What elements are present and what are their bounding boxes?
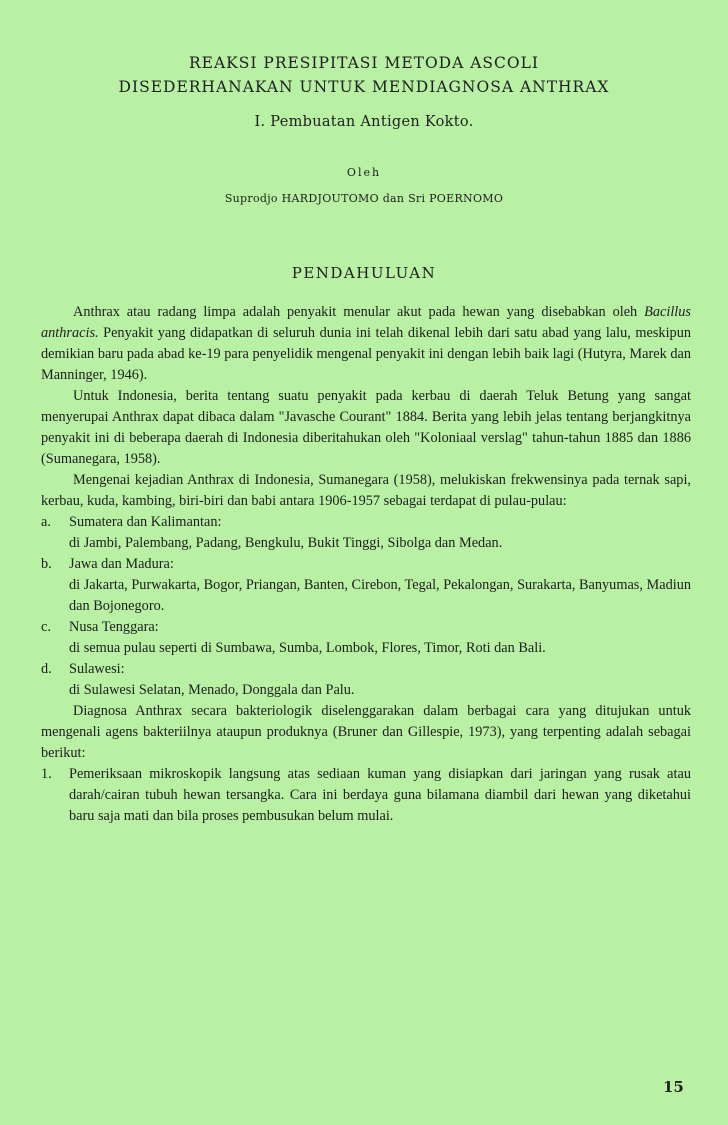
list-marker: a. <box>41 514 51 530</box>
region-item <box>41 512 691 554</box>
paragraph-3: Mengenai kejadian Anthrax di Indonesia, Sumanegara (1958), melukiskan frekwensinya pada ternak sapi, kerbau, kuda, kambing, biri-biri dan babi antara 1906-1957 sebagai terdapat di pulau-pulau: <box>41 472 691 509</box>
region-item <box>41 617 691 659</box>
byline-oleh: Oleh <box>346 166 382 179</box>
method-text: Pemeriksaan mikroskopik langsung atas sediaan kuman yang disiapkan dari jaringan yang rusak atau darah/cairan tubuh hewan tersangka. Cara ini berdaya guna bilamana diambil dari hewan yang diketahui baru saja mati dan bila proses pembusukan belum mulai. <box>69 766 691 824</box>
paragraph-4: Diagnosa Anthrax secara bakteriologik diselenggarakan dalam berbagai cara yang ditujukan untuk mengenali agens bakteriilnya ataupun produknya (Bruner dan Gillespie, 1973), yang terpenting adalah sebagai berikut: <box>41 703 691 761</box>
region-places: di Sulawesi Selatan, Menado, Donggala dan Palu. <box>69 682 355 698</box>
region-places: di semua pulau seperti di Sumbawa, Sumba, Lombok, Flores, Timor, Roti dan Bali. <box>69 640 546 656</box>
article-title-line-1: REAKSI PRESIPITASI METODA ASCOLI <box>188 54 540 72</box>
paragraph-1-text-a: Anthrax atau radang limpa adalah penyakit menular akut pada hewan yang disebabkan oleh <box>73 304 645 320</box>
list-marker: b. <box>41 556 52 572</box>
species-name: Bacillus anthracis. <box>41 304 691 341</box>
byline-authors: Suprodjo HARDJOUTOMO dan Sri POERNOMO <box>224 192 504 205</box>
region-name: Sulawesi: <box>69 661 125 677</box>
section-heading: PENDAHULUAN <box>291 264 437 282</box>
article-subtitle: I. Pembuatan Antigen Kokto. <box>254 114 474 130</box>
body-text <box>41 302 691 827</box>
region-name: Nusa Tenggara: <box>69 619 159 635</box>
region-name: Sumatera dan Kalimantan: <box>69 514 222 530</box>
region-item <box>41 659 691 701</box>
paragraph-1 <box>41 302 691 386</box>
region-item <box>41 554 691 617</box>
region-name: Jawa dan Madura: <box>69 556 174 572</box>
region-places: di Jakarta, Purwakarta, Bogor, Priangan, Banten, Cirebon, Tegal, Pekalongan, Surakarta, Banyumas, Madiun dan Bojonegoro. <box>69 577 691 614</box>
paragraph-2: Untuk Indonesia, berita tentang suatu penyakit pada kerbau di daerah Teluk Betung yang sangat menyerupai Anthrax dapat dibaca dalam "Javasche Courant" 1884. Berita yang lebih jelas tentang berjangkitnya penyakit ini di beberapa daerah di Indonesia diberitahukan oleh "Koloniaal verslag" tahun-tahun 1885 dan 1886 (Sumanegara, 1958). <box>41 388 691 467</box>
list-marker: c. <box>41 619 51 635</box>
method-item <box>41 764 691 827</box>
region-places: di Jambi, Palembang, Padang, Bengkulu, Bukit Tinggi, Sibolga dan Medan. <box>69 535 503 551</box>
list-marker: 1. <box>41 766 52 782</box>
list-marker: d. <box>41 661 52 677</box>
paragraph-1-text-b: Penyakit yang didapatkan di seluruh dunia ini telah dikenal lebih dari satu abad yang lalu, meskipun demikian baru pada abad ke-19 para penyelidik mengenal penyakit ini dengan lebih baik lagi (Hutyra, Marek dan Manninger, 1946). <box>41 325 691 383</box>
article-title-line-2: DISEDERHANAKAN UNTUK MENDIAGNOSA ANTHRAX <box>118 78 610 96</box>
region-list <box>41 512 691 701</box>
page-number: 15 <box>663 1078 684 1096</box>
